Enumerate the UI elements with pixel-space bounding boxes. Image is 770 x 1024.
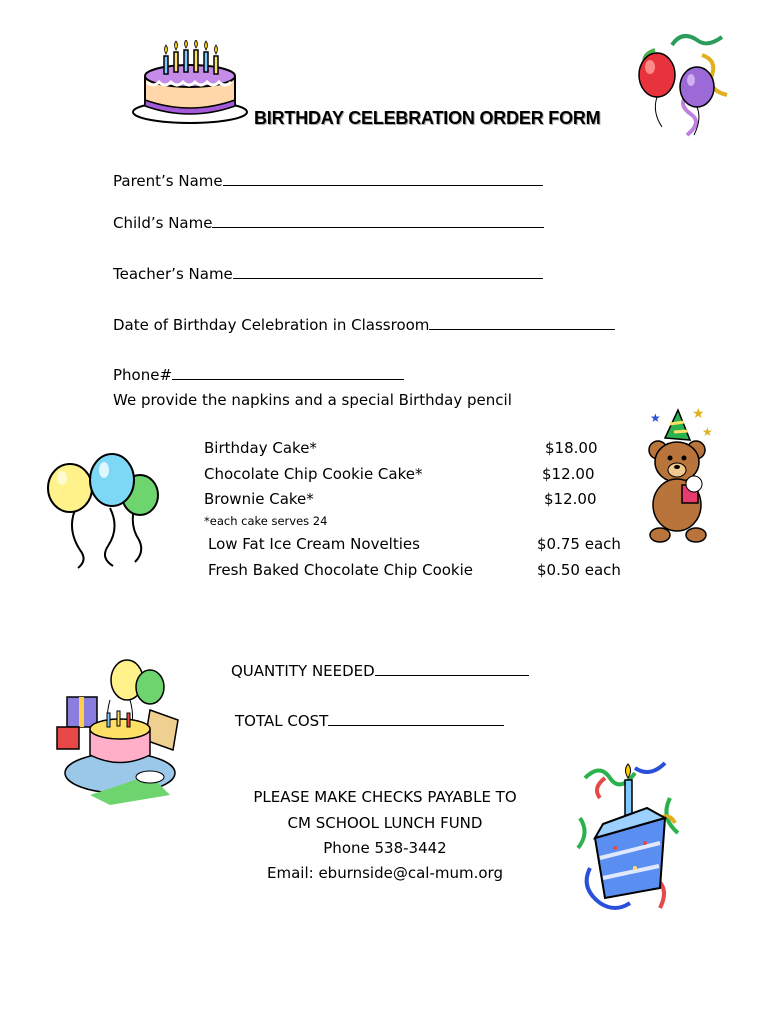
form-title: BIRTHDAY CELEBRATION ORDER FORM — [254, 108, 601, 128]
cake-slice-confetti-clipart — [575, 758, 685, 923]
party-table-clipart — [55, 655, 195, 805]
total-cost-field[interactable] — [235, 711, 504, 730]
child-name-field[interactable] — [113, 213, 544, 232]
phone-field[interactable] — [113, 365, 404, 384]
serving-note: *each cake serves 24 — [204, 514, 328, 528]
teacher-name-field[interactable] — [113, 264, 543, 283]
total-cost-label: TOTAL COST — [235, 712, 329, 730]
item-cookie-cake: Chocolate Chip Cookie Cake* — [204, 465, 423, 483]
price-birthday-cake: $18.00 — [545, 439, 598, 457]
celebration-date-field[interactable] — [113, 315, 615, 334]
price-cookie-cake: $12.00 — [542, 465, 595, 483]
item-ice-cream: Low Fat Ice Cream Novelties — [208, 535, 420, 553]
item-birthday-cake: Birthday Cake* — [204, 439, 317, 457]
celebration-date-label: Date of Birthday Celebration in Classroom — [113, 316, 430, 334]
napkins-note: We provide the napkins and a special Birthday pencil — [113, 391, 512, 409]
balloons-streamers-clipart — [632, 25, 742, 145]
price-brownie-cake: $12.00 — [544, 490, 597, 508]
birthday-cake-clipart — [130, 40, 250, 125]
parent-name-field[interactable] — [113, 171, 543, 190]
payment-line-1: PLEASE MAKE CHECKS PAYABLE TO — [253, 788, 517, 806]
payment-email: Email: eburnside@cal-mum.org — [267, 864, 503, 882]
payment-line-2: CM SCHOOL LUNCH FUND — [287, 814, 483, 832]
item-brownie-cake: Brownie Cake* — [204, 490, 314, 508]
price-ice-cream: $0.75 each — [537, 535, 621, 553]
item-cookie: Fresh Baked Chocolate Chip Cookie — [208, 561, 474, 579]
price-cookie: $0.50 each — [537, 561, 621, 579]
parent-name-label: Parent’s Name — [113, 172, 223, 190]
phone-label: Phone# — [113, 366, 173, 384]
svg-text:★: ★ — [702, 425, 713, 439]
svg-text:★: ★ — [650, 411, 661, 425]
quantity-field[interactable] — [231, 661, 529, 680]
child-name-label: Child’s Name — [113, 214, 213, 232]
quantity-label: QUANTITY NEEDED — [231, 662, 375, 680]
teddy-bear-clipart — [630, 400, 730, 550]
balloons-clipart — [40, 450, 170, 570]
payment-phone: Phone 538-3442 — [323, 839, 447, 857]
svg-text:★: ★ — [692, 406, 705, 422]
teacher-name-label: Teacher’s Name — [113, 265, 233, 283]
